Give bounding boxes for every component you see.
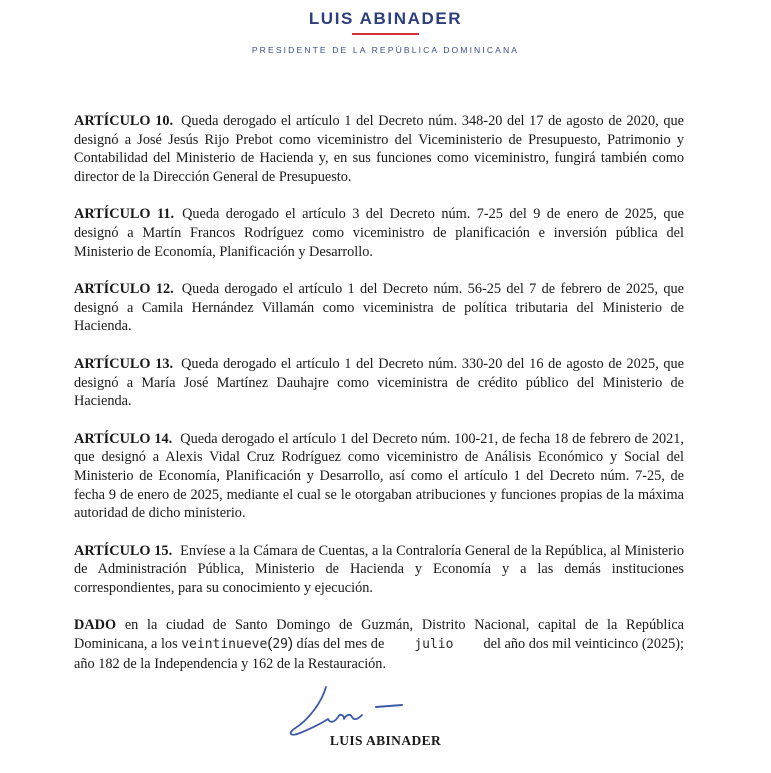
article-15 — [74, 542, 684, 598]
month-name: julio — [414, 637, 454, 653]
dado-text-2: días del mes de — [296, 636, 385, 653]
signatory-name: LUIS ABINADER — [329, 733, 442, 748]
signature-mark — [282, 679, 412, 739]
dado-label: DADO — [74, 617, 117, 634]
article-text: Queda derogado el artículo 1 del Decreto núm. 348-20 del 17 de agosto de 2020, que designó a José Jesús Rijo Prebot como viceministro del Viceministerio de Presupuesto, Patrimonio y Contabilidad del Ministerio de Hacienda y, en sus funciones como viceministro, fungirá también como director de la Dirección General de Presupuesto. — [74, 113, 684, 185]
article-label: ARTÍCULO 12. — [74, 281, 174, 298]
article-label: ARTÍCULO 13. — [74, 355, 174, 372]
dado-text-3: del año dos mil veinticinco (2025); año 182 de la Independencia y 162 de la Restauración. — [74, 636, 684, 672]
article-text: Queda derogado el artículo 1 del Decreto núm. 100-21, de fecha 18 de febrero de 2021, que designó a Alexis Vidal Cruz Rodríguez como viceministro de Análisis Económico y Social del Ministerio de Economía, Planificación y Desarrollo, así como el artículo 1 del Decreto núm. 7-25, de fecha 9 de enero de 2025, mediante el cual se le otorgaban atribuciones y funciones propias de la máxima autoridad de dicho ministerio. — [74, 430, 685, 522]
letterhead-title: PRESIDENTE DE LA REPÚBLICA DOMINICANA — [251, 45, 520, 55]
article-text: Envíese a la Cámara de Cuentas, a la Contraloría General de la República, al Ministerio de Administración Pública, Ministerio de Hacienda y Economía y a las demás instituciones correspondientes, para su conocimiento y ejecución. — [74, 542, 685, 596]
article-text: Queda derogado el artículo 1 del Decreto núm. 56-25 del 7 de febrero de 2025, que designó a Camila Hernández Villamán como viceministra de política tributaria del Ministerio de Hacienda. — [74, 281, 684, 335]
dado-paragraph: DADO en la ciudad de Santo Domingo de Guzmán, Distrito Nacional, capital de la República Dominicana, a los veintinueve(29) días del mes de julio del año dos mil veinticinco (2025); año 182 de la Independencia y 162 de la Restauración. — [74, 617, 685, 672]
article-14 — [74, 430, 684, 523]
article-label: ARTÍCULO 10. — [74, 113, 174, 129]
day-number: 29 — [272, 637, 288, 653]
letterhead-divider — [352, 33, 419, 35]
decree-body — [74, 112, 684, 692]
article-10 — [74, 112, 684, 186]
article-12 — [74, 280, 684, 336]
dado-text-1: en la ciudad de Santo Domingo de Guzmán, Distrito Nacional, capital de la República Dominicana, a los — [74, 617, 685, 653]
article-label: ARTÍCULO 11. — [74, 206, 175, 223]
article-11 — [74, 205, 684, 261]
article-text: Queda derogado el artículo 1 del Decreto núm. 330-20 del 16 de agosto de 2025, que designó a María José Martínez Dauhajre como viceministra de crédito público del Ministerio de Hacienda. — [74, 355, 684, 410]
article-text: Queda derogado el artículo 3 del Decreto núm. 7-25 del 9 de enero de 2025, que designó a Martín Francos Rodríguez como viceministro de planificación e inversión pública del Ministerio de Economía, Planificación y Desarrollo. — [74, 206, 684, 260]
article-13 — [74, 355, 684, 411]
article-label: ARTÍCULO 14. — [74, 430, 173, 447]
article-label: ARTÍCULO 15. — [74, 542, 173, 559]
letterhead-name: LUIS ABINADER — [308, 9, 463, 28]
day-words: veintinueve — [181, 637, 268, 653]
